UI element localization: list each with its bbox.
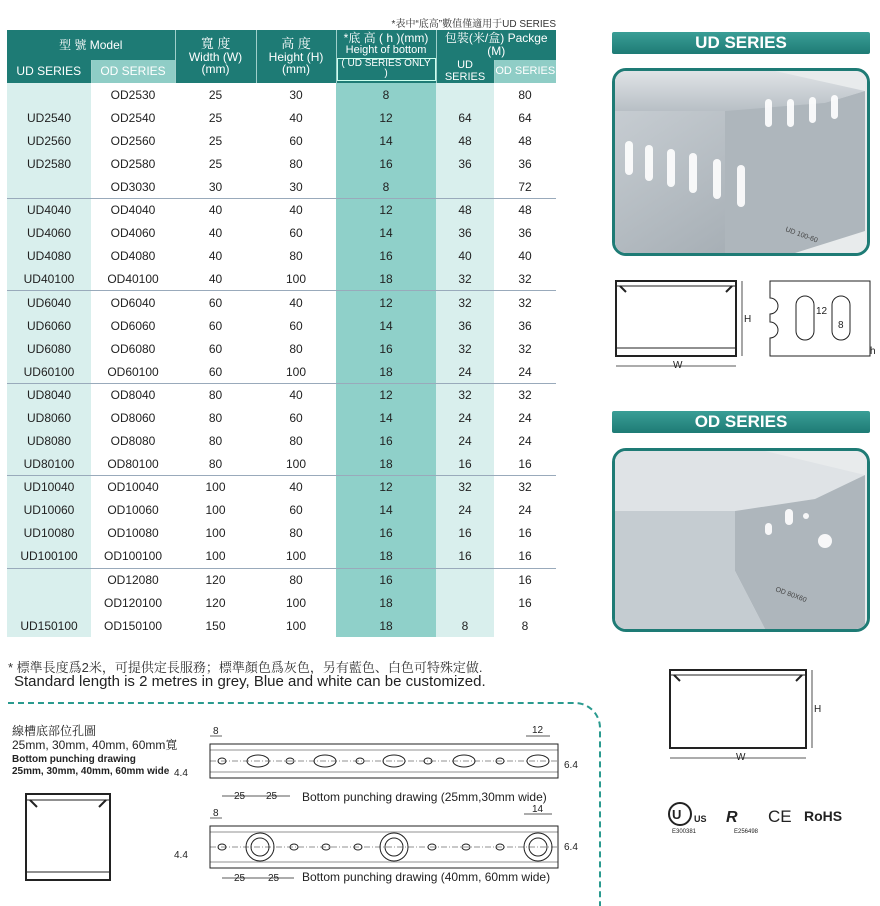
cell-po: 24 <box>494 430 556 453</box>
cell-od: OD8060 <box>91 406 175 429</box>
cell-w: 40 <box>175 268 256 291</box>
cell-b: 16 <box>336 152 436 175</box>
cell-pu <box>436 83 494 106</box>
cell-h: 40 <box>256 291 336 314</box>
cell-po: 16 <box>494 522 556 545</box>
bottom-height-header: *底 高 ( h )(mm) Height of bottom ( UD SERIES ONLY ) <box>336 30 436 83</box>
cell-po: 16 <box>494 453 556 476</box>
spec-table <box>7 30 556 637</box>
cell-po: 36 <box>494 152 556 175</box>
svg-text:E256498: E256498 <box>734 829 759 835</box>
od-product-print: OD 80X60 <box>774 586 808 605</box>
cell-od: OD4080 <box>91 245 175 268</box>
bottom-punching-title-cn: 線槽底部位孔圖 <box>12 724 97 738</box>
cell-od: OD2580 <box>91 152 175 175</box>
cell-pu: 64 <box>436 106 494 129</box>
table-row <box>7 383 556 406</box>
cell-od: OD10080 <box>91 522 175 545</box>
cell-b: 12 <box>336 106 436 129</box>
d2-dim-right: 14 <box>532 804 544 815</box>
cell-pu: 24 <box>436 499 494 522</box>
od-dim-h: H <box>814 704 822 715</box>
ud-dim-slot-w: 12 <box>816 306 828 317</box>
cell-w: 40 <box>175 222 256 245</box>
cell-ud: UD100100 <box>7 545 91 568</box>
table-row <box>7 522 556 545</box>
d2-dim-pitch1: 25 <box>234 873 246 884</box>
cell-h: 30 <box>256 83 336 106</box>
cell-od: OD8040 <box>91 383 175 406</box>
cell-od: OD100100 <box>91 545 175 568</box>
cell-b: 8 <box>336 83 436 106</box>
punching-caption-2: Bottom punching drawing (40mm, 60mm wide) <box>302 870 551 884</box>
cell-pu: 16 <box>436 545 494 568</box>
d2-dim-end: 6.4 <box>564 842 578 853</box>
cell-ud: UD6060 <box>7 314 91 337</box>
cell-ud: UD4080 <box>7 245 91 268</box>
cell-h: 60 <box>256 222 336 245</box>
cell-po: 24 <box>494 406 556 429</box>
cell-ud: UD2560 <box>7 129 91 152</box>
bottom-punching-title-en: Bottom punching drawing <box>12 754 136 765</box>
cell-po: 32 <box>494 476 556 499</box>
cell-po: 32 <box>494 383 556 406</box>
cell-b: 18 <box>336 453 436 476</box>
svg-text:R: R <box>726 809 738 826</box>
cell-od: OD6080 <box>91 337 175 360</box>
cell-w: 25 <box>175 129 256 152</box>
cell-h: 80 <box>256 152 336 175</box>
cell-b: 14 <box>336 129 436 152</box>
cell-b: 18 <box>336 614 436 637</box>
cell-ud: UD2540 <box>7 106 91 129</box>
cell-pu: 36 <box>436 152 494 175</box>
cell-od: OD12080 <box>91 568 175 591</box>
d1-dim-pitch1: 25 <box>234 791 246 802</box>
cell-od: OD6060 <box>91 314 175 337</box>
table-row <box>7 245 556 268</box>
cell-w: 25 <box>175 106 256 129</box>
svg-text:US: US <box>694 814 707 824</box>
trunking-profile-drawing <box>22 790 114 886</box>
cell-h: 100 <box>256 545 336 568</box>
bottom-punching-sizes-cn: 25mm, 30mm, 40mm, 60mm寬 <box>12 738 178 752</box>
d1-dim-end: 6.4 <box>564 760 578 771</box>
cell-ud: UD150100 <box>7 614 91 637</box>
cell-pu: 16 <box>436 522 494 545</box>
standard-length-note-en: Standard length is 2 metres in grey, Blue and white can be customized. <box>14 673 486 690</box>
cell-w: 80 <box>175 453 256 476</box>
table-row <box>7 568 556 591</box>
cell-ud: UD6080 <box>7 337 91 360</box>
cell-pu: 24 <box>436 430 494 453</box>
cell-w: 120 <box>175 591 256 614</box>
cell-ud: UD10040 <box>7 476 91 499</box>
standard-length-note-cn: * 標準長度爲2米，可提供定長服務；標準顏色爲灰色，另有藍色、白色可特殊定做. <box>8 660 483 675</box>
cell-pu <box>436 175 494 198</box>
table-row <box>7 360 556 383</box>
svg-text:U: U <box>672 807 682 822</box>
package-header: 包裝(米/盒) Packge (M) <box>436 30 556 60</box>
cell-ud: UD8040 <box>7 383 91 406</box>
ud-series-col-header: UD SERIES <box>7 60 91 83</box>
cell-od: OD2540 <box>91 106 175 129</box>
cell-po: 24 <box>494 360 556 383</box>
cell-pu: 48 <box>436 199 494 222</box>
cell-pu: 24 <box>436 406 494 429</box>
cell-ud: UD80100 <box>7 453 91 476</box>
cell-po: 32 <box>494 291 556 314</box>
cell-od: OD40100 <box>91 268 175 291</box>
cell-w: 60 <box>175 314 256 337</box>
table-row <box>7 314 556 337</box>
table-row <box>7 591 556 614</box>
d2-dim-side: 4.4 <box>174 850 188 861</box>
cell-b: 14 <box>336 499 436 522</box>
table-row <box>7 199 556 222</box>
cell-b: 12 <box>336 476 436 499</box>
d1-dim-right: 12 <box>532 725 544 736</box>
ud-dim-bottom-h: h <box>870 346 876 357</box>
table-row <box>7 129 556 152</box>
cell-w: 60 <box>175 291 256 314</box>
cell-w: 150 <box>175 614 256 637</box>
cell-w: 60 <box>175 337 256 360</box>
table-row <box>7 268 556 291</box>
table-row <box>7 430 556 453</box>
cell-h: 60 <box>256 314 336 337</box>
cell-w: 100 <box>175 476 256 499</box>
table-row <box>7 499 556 522</box>
rohs-mark-icon: RoHS <box>804 808 843 824</box>
cell-ud: UD8060 <box>7 406 91 429</box>
od-series-banner: OD SERIES <box>612 411 870 433</box>
od-cross-section-drawing <box>664 664 834 768</box>
ud-dim-h: H <box>744 314 752 325</box>
width-header: 寬 度 Width (W) (mm) <box>175 30 256 83</box>
cell-od: OD8080 <box>91 430 175 453</box>
od-dim-w: W <box>736 752 746 763</box>
cell-w: 40 <box>175 245 256 268</box>
cell-h: 60 <box>256 406 336 429</box>
cell-b: 14 <box>336 406 436 429</box>
cell-b: 18 <box>336 268 436 291</box>
cell-ud <box>7 591 91 614</box>
cell-po: 32 <box>494 268 556 291</box>
d1-dim-side: 4.4 <box>174 768 188 779</box>
cell-od: OD4060 <box>91 222 175 245</box>
cell-od: OD2560 <box>91 129 175 152</box>
pack-ud-col-header: UD SERIES <box>436 60 494 83</box>
table-row <box>7 614 556 637</box>
table-row <box>7 337 556 360</box>
table-row <box>7 406 556 429</box>
cell-pu: 32 <box>436 476 494 499</box>
cell-b: 14 <box>336 222 436 245</box>
cell-pu: 8 <box>436 614 494 637</box>
cell-b: 16 <box>336 430 436 453</box>
cell-po: 32 <box>494 337 556 360</box>
cell-h: 100 <box>256 453 336 476</box>
cell-od: OD60100 <box>91 360 175 383</box>
cell-od: OD4040 <box>91 199 175 222</box>
cell-w: 40 <box>175 199 256 222</box>
cell-w: 25 <box>175 83 256 106</box>
cell-h: 60 <box>256 499 336 522</box>
ud-dim-slot-h: 8 <box>838 320 844 331</box>
ud-dim-w: W <box>673 360 683 371</box>
cell-ud <box>7 175 91 198</box>
table-row <box>7 152 556 175</box>
cell-w: 25 <box>175 152 256 175</box>
cell-ud: UD10080 <box>7 522 91 545</box>
cell-h: 30 <box>256 175 336 198</box>
cell-od: OD6040 <box>91 291 175 314</box>
cell-po: 80 <box>494 83 556 106</box>
cell-ud: UD2580 <box>7 152 91 175</box>
cell-b: 16 <box>336 337 436 360</box>
cell-pu: 32 <box>436 383 494 406</box>
cell-po: 36 <box>494 314 556 337</box>
cell-pu: 16 <box>436 453 494 476</box>
cell-ud: UD8080 <box>7 430 91 453</box>
cell-pu <box>436 591 494 614</box>
ud-series-photo <box>612 68 870 256</box>
cell-w: 80 <box>175 430 256 453</box>
cell-ud: UD4040 <box>7 199 91 222</box>
cell-w: 100 <box>175 522 256 545</box>
ud-cross-section-drawing <box>610 276 880 374</box>
svg-text:E300381: E300381 <box>672 829 697 835</box>
cell-b: 14 <box>336 314 436 337</box>
cell-pu: 32 <box>436 268 494 291</box>
cell-b: 16 <box>336 522 436 545</box>
cell-ud <box>7 83 91 106</box>
cell-po: 36 <box>494 222 556 245</box>
cell-ud: UD60100 <box>7 360 91 383</box>
model-header: 型 號 Model <box>7 30 175 60</box>
cell-h: 40 <box>256 199 336 222</box>
cell-b: 12 <box>336 383 436 406</box>
cell-h: 100 <box>256 591 336 614</box>
certification-marks <box>664 800 874 836</box>
ud-series-banner: UD SERIES <box>612 32 870 54</box>
od-series-col-header: OD SERIES <box>91 60 175 83</box>
cell-ud: UD6040 <box>7 291 91 314</box>
cell-b: 8 <box>336 175 436 198</box>
cell-w: 80 <box>175 383 256 406</box>
table-row <box>7 175 556 198</box>
cell-pu: 24 <box>436 360 494 383</box>
od-series-photo <box>612 448 870 632</box>
cell-ud: UD40100 <box>7 268 91 291</box>
cell-od: OD2530 <box>91 83 175 106</box>
cell-b: 12 <box>336 199 436 222</box>
table-row <box>7 545 556 568</box>
cell-po: 8 <box>494 614 556 637</box>
cell-po: 48 <box>494 129 556 152</box>
d1-dim-left: 8 <box>213 726 219 737</box>
cell-h: 100 <box>256 268 336 291</box>
table-footnote-header: *表中“底高”數值僅適用于UD SERIES <box>391 19 556 30</box>
cell-pu: 40 <box>436 245 494 268</box>
cell-pu: 36 <box>436 222 494 245</box>
height-header: 高 度 Height (H) (mm) <box>256 30 336 83</box>
table-row <box>7 83 556 106</box>
cell-ud <box>7 568 91 591</box>
cell-pu: 36 <box>436 314 494 337</box>
cell-od: OD120100 <box>91 591 175 614</box>
cell-h: 100 <box>256 360 336 383</box>
cell-b: 12 <box>336 291 436 314</box>
table-row <box>7 222 556 245</box>
cell-b: 18 <box>336 591 436 614</box>
cell-h: 80 <box>256 430 336 453</box>
cell-pu: 32 <box>436 337 494 360</box>
cell-pu: 48 <box>436 129 494 152</box>
cell-po: 48 <box>494 199 556 222</box>
table-row <box>7 476 556 499</box>
cell-od: OD10040 <box>91 476 175 499</box>
cell-od: OD80100 <box>91 453 175 476</box>
cell-w: 120 <box>175 568 256 591</box>
pack-od-col-header: OD SERIES <box>494 60 556 83</box>
bottom-punching-sizes-en: 25mm, 30mm, 40mm, 60mm wide <box>12 766 170 777</box>
ul-listed-icon <box>669 803 707 835</box>
cell-po: 16 <box>494 545 556 568</box>
cell-b: 18 <box>336 545 436 568</box>
table-row <box>7 106 556 129</box>
cell-h: 80 <box>256 522 336 545</box>
ce-mark-icon: CE <box>768 807 792 826</box>
cell-h: 40 <box>256 383 336 406</box>
ud-product-print: UD 100-60 <box>784 226 819 245</box>
d1-dim-pitch2: 25 <box>266 791 278 802</box>
cell-po: 40 <box>494 245 556 268</box>
punching-caption-1: Bottom punching drawing (25mm,30mm wide) <box>302 790 547 804</box>
cell-h: 80 <box>256 568 336 591</box>
cell-h: 40 <box>256 106 336 129</box>
cell-po: 72 <box>494 175 556 198</box>
cell-po: 16 <box>494 591 556 614</box>
cell-w: 60 <box>175 360 256 383</box>
cell-od: OD10060 <box>91 499 175 522</box>
cell-ud: UD10060 <box>7 499 91 522</box>
cell-b: 16 <box>336 245 436 268</box>
cell-h: 80 <box>256 337 336 360</box>
cell-w: 30 <box>175 175 256 198</box>
cell-pu <box>436 568 494 591</box>
cell-po: 24 <box>494 499 556 522</box>
cell-pu: 32 <box>436 291 494 314</box>
cell-od: OD150100 <box>91 614 175 637</box>
table-row <box>7 291 556 314</box>
ul-recognized-icon <box>726 809 759 835</box>
cell-h: 80 <box>256 245 336 268</box>
cell-od: OD3030 <box>91 175 175 198</box>
cell-h: 40 <box>256 476 336 499</box>
cell-w: 80 <box>175 406 256 429</box>
cell-w: 100 <box>175 545 256 568</box>
cell-b: 16 <box>336 568 436 591</box>
cell-h: 100 <box>256 614 336 637</box>
table-row <box>7 453 556 476</box>
cell-po: 64 <box>494 106 556 129</box>
cell-w: 100 <box>175 499 256 522</box>
d2-dim-left: 8 <box>213 808 219 819</box>
cell-ud: UD4060 <box>7 222 91 245</box>
cell-po: 16 <box>494 568 556 591</box>
cell-h: 60 <box>256 129 336 152</box>
cell-b: 18 <box>336 360 436 383</box>
d2-dim-pitch2: 25 <box>268 873 280 884</box>
